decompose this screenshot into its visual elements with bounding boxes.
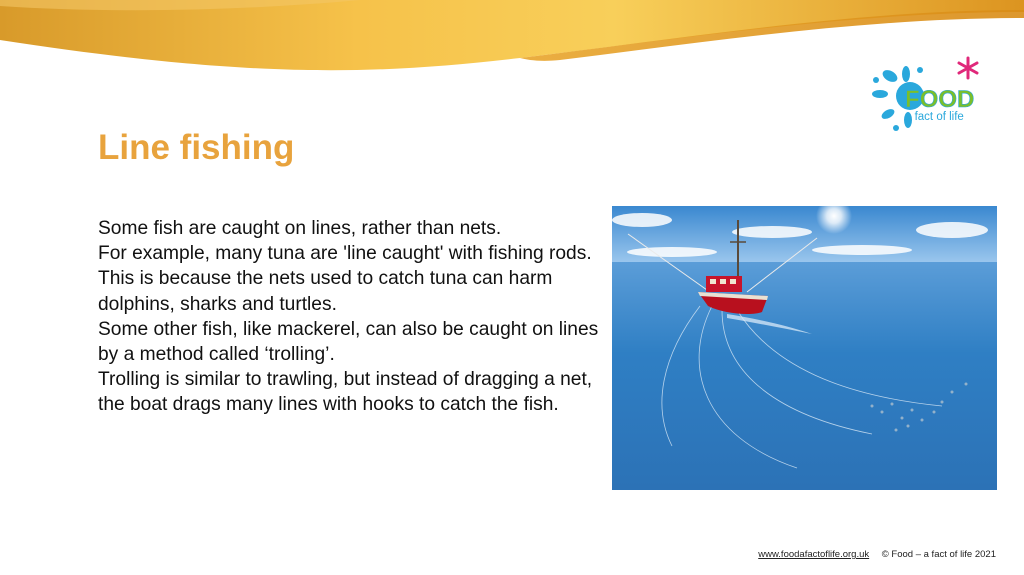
body-paragraph: Some fish are caught on lines, rather than nets. <box>98 218 502 239</box>
slide-body <box>98 216 608 418</box>
logo-tagline: a fact of life <box>905 111 964 123</box>
logo-word: FOOD <box>905 86 975 113</box>
body-paragraph: For example, many tuna are 'line caught' with fishing rods. This is because the nets used to catch tuna can harm dolphins, sharks and turtles. <box>98 243 592 315</box>
body-paragraph: Some other fish, like mackerel, can also be caught on lines by a method called ‘trolling’. <box>98 318 599 366</box>
slide-title: Line fishing <box>98 128 295 167</box>
food-a-fact-of-life-logo <box>868 50 990 140</box>
fishing-boat-image <box>612 206 997 490</box>
logo-graphic <box>868 50 990 140</box>
website-link[interactable]: www.foodafactoflife.org.uk <box>758 549 870 560</box>
copyright-text: © Food – a fact of life 2021 <box>881 549 996 560</box>
fishing-boat-trolling-illustration <box>612 206 997 490</box>
footer <box>758 549 996 560</box>
body-paragraph: Trolling is similar to trawling, but instead of dragging a net, the boat drags many lines with hooks to catch the fish. <box>98 369 593 416</box>
